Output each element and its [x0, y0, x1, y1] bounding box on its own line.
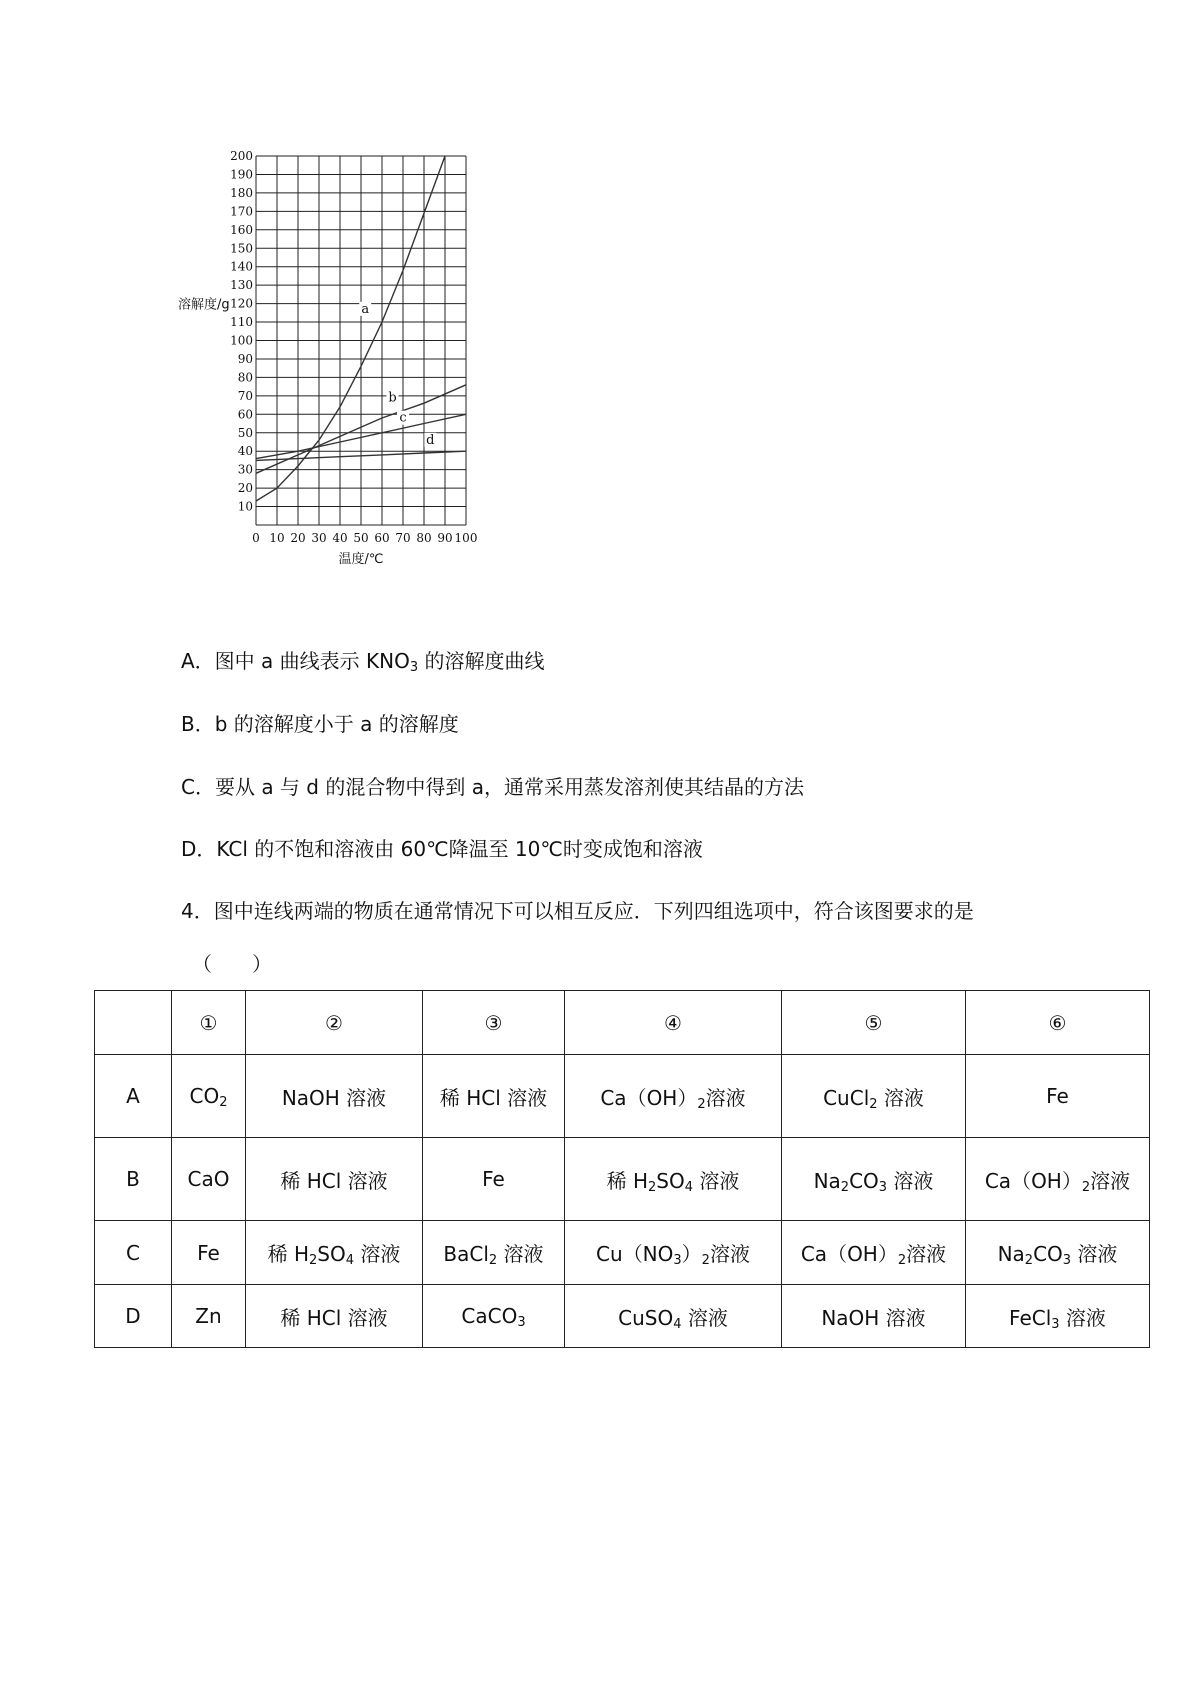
- table-cell: 稀 HCl 溶液: [423, 1055, 565, 1138]
- table-cell: [565, 1221, 782, 1285]
- table-cell: [565, 1138, 782, 1221]
- y-tick-label: 40: [237, 444, 253, 459]
- text-part: 稀 H: [267, 1242, 310, 1266]
- table-cell: NaOH 溶液: [246, 1055, 423, 1138]
- x-tick-label: 80: [416, 531, 432, 545]
- table-row: [95, 1285, 1150, 1348]
- option-b: B．b 的溶解度小于 a 的溶解度: [181, 712, 459, 736]
- table-cell: [966, 1285, 1150, 1348]
- text-part: 溶液: [354, 1242, 401, 1266]
- y-tick-label: 80: [237, 370, 253, 385]
- text-part: 溶液: [877, 1085, 924, 1110]
- table-row: [95, 1055, 1150, 1138]
- table-cell: [246, 1221, 423, 1285]
- y-tick-label: 50: [237, 425, 253, 440]
- table-header-row: [95, 991, 1150, 1055]
- subscript: 2: [701, 1253, 710, 1268]
- table-cell: Fe: [966, 1055, 1150, 1138]
- text-part: FeCl: [1009, 1305, 1052, 1330]
- text-part: 溶液: [693, 1168, 740, 1193]
- header-cell: ④: [565, 991, 782, 1055]
- option-a: [181, 648, 544, 674]
- choices-table: [94, 990, 1150, 1348]
- text-part: Cu（NO: [596, 1242, 674, 1266]
- header-cell: ①: [172, 991, 246, 1055]
- row-label: C: [95, 1221, 172, 1285]
- table-cell: Fe: [423, 1138, 565, 1221]
- text-part: 溶液: [887, 1168, 934, 1193]
- header-cell: ②: [246, 991, 423, 1055]
- x-tick-label: 100: [454, 531, 478, 545]
- table-cell: [565, 1055, 782, 1138]
- series-label-c: c: [399, 410, 407, 426]
- table-cell: [565, 1285, 782, 1348]
- option-c: C．要从 a 与 d 的混合物中得到 a，通常采用蒸发溶剂使其结晶的方法: [181, 775, 804, 799]
- subscript: 2: [840, 1179, 850, 1195]
- header-cell: ③: [423, 991, 565, 1055]
- subscript: 3: [673, 1253, 682, 1268]
- row-label: D: [95, 1285, 172, 1348]
- subscript: 3: [1051, 1316, 1060, 1332]
- header-cell: ⑥: [966, 991, 1150, 1055]
- subscript: 4: [673, 1316, 682, 1332]
- option-a-text: A．图中 a 曲线表示 KNO: [181, 649, 410, 673]
- y-tick-label: 200: [230, 150, 253, 163]
- table-cell: Zn: [172, 1285, 246, 1348]
- table-row: [95, 1221, 1150, 1285]
- row-label: A: [95, 1055, 172, 1138]
- y-tick-label: 190: [230, 167, 253, 182]
- subscript: 4: [345, 1253, 355, 1268]
- solubility-chart: [178, 150, 528, 610]
- table-row: [95, 1138, 1150, 1221]
- text-part: SO: [656, 1168, 685, 1193]
- y-tick-label: 100: [230, 333, 253, 348]
- y-tick-label: 20: [237, 481, 253, 496]
- text-part: CO: [189, 1084, 220, 1108]
- y-tick-label: 70: [237, 388, 253, 403]
- text-part: Na: [997, 1242, 1025, 1266]
- text-part: CO: [849, 1168, 879, 1193]
- text-part: ）: [681, 1242, 702, 1266]
- table-cell: [966, 1138, 1150, 1221]
- subscript: 2: [897, 1253, 907, 1268]
- text-part: Ca（OH）: [800, 1242, 898, 1266]
- y-tick-label: 110: [230, 315, 253, 330]
- subscript: 2: [1081, 1179, 1091, 1195]
- subscript: 3: [1062, 1253, 1072, 1268]
- subscript: 2: [1024, 1253, 1034, 1268]
- subscript: 2: [488, 1253, 498, 1268]
- subscript: 2: [648, 1179, 657, 1195]
- table-cell: [782, 1055, 966, 1138]
- text-part: 溶液: [1090, 1168, 1131, 1193]
- x-axis-label: 温度/℃: [338, 552, 384, 567]
- text-part: Na: [813, 1168, 841, 1193]
- option-d: D．KCl 的不饱和溶液由 60℃降温至 10℃时变成饱和溶液: [181, 837, 703, 861]
- table-cell: 稀 HCl 溶液: [246, 1138, 423, 1221]
- chart-svg: [178, 150, 528, 610]
- table-cell: [782, 1221, 966, 1285]
- row-label: B: [95, 1138, 172, 1221]
- table-cell: 稀 HCl 溶液: [246, 1285, 423, 1348]
- x-tick-label: 20: [290, 531, 306, 545]
- text-part: 溶液: [1059, 1305, 1106, 1330]
- x-tick-label: 60: [374, 531, 390, 545]
- header-cell: [95, 991, 172, 1055]
- y-tick-label: 140: [230, 259, 253, 274]
- text-part: SO: [317, 1242, 346, 1266]
- y-tick-label: 90: [237, 351, 253, 366]
- text-part: CuSO: [618, 1305, 674, 1330]
- header-cell: ⑤: [782, 991, 966, 1055]
- subscript: 2: [309, 1253, 318, 1268]
- y-tick-label: 180: [230, 185, 253, 200]
- question-4: 4．图中连线两端的物质在通常情况下可以相互反应．下列四组选项中，符合该图要求的是: [181, 899, 974, 923]
- series-label-a: a: [361, 301, 370, 317]
- x-tick-label: 40: [332, 531, 348, 545]
- subscript: 2: [219, 1095, 228, 1110]
- y-tick-label: 60: [237, 407, 253, 422]
- table-cell: Fe: [172, 1221, 246, 1285]
- y-tick-label: 10: [237, 499, 253, 514]
- text-part: 溶液: [681, 1305, 728, 1330]
- text-part: CuCl: [823, 1085, 870, 1110]
- series-label-b: b: [388, 390, 397, 406]
- y-tick-label: 120: [230, 296, 253, 311]
- x-tick-label: 90: [437, 531, 453, 545]
- series-line-a: [256, 156, 445, 501]
- text-part: CaCO: [461, 1304, 518, 1328]
- text-part: 溶液: [1071, 1242, 1118, 1266]
- subscript: 2: [697, 1096, 706, 1112]
- subscript: 4: [684, 1179, 694, 1195]
- y-tick-label: 150: [230, 241, 253, 256]
- x-tick-label: 30: [311, 531, 327, 545]
- y-tick-label: 130: [230, 278, 253, 293]
- text-part: 溶液: [705, 1085, 746, 1110]
- x-tick-label: 50: [353, 531, 369, 545]
- option-a-sub: 3: [409, 660, 419, 675]
- text-part: Ca（OH）: [984, 1168, 1082, 1193]
- subscript: 3: [517, 1315, 526, 1330]
- series-label-d: d: [426, 432, 435, 448]
- text-part: CO: [1033, 1242, 1063, 1266]
- table-cell: [782, 1138, 966, 1221]
- text-part: Ca（OH）: [600, 1085, 698, 1110]
- x-tick-label: 10: [269, 531, 285, 545]
- y-tick-label: 30: [237, 462, 253, 477]
- text-part: 溶液: [906, 1242, 947, 1266]
- subscript: 2: [869, 1096, 878, 1112]
- table-cell: [172, 1055, 246, 1138]
- table-cell: NaOH 溶液: [782, 1285, 966, 1348]
- option-a-text-end: 的溶解度曲线: [418, 649, 545, 673]
- text-part: 稀 H: [606, 1168, 649, 1193]
- text-part: 溶液: [709, 1242, 750, 1266]
- answer-blank: （ ）: [192, 952, 272, 976]
- text-part: 溶液: [497, 1242, 544, 1266]
- y-tick-label: 170: [230, 204, 253, 219]
- y-tick-label: 160: [230, 222, 253, 237]
- x-tick-label: 0: [252, 531, 260, 545]
- x-tick-label: 70: [395, 531, 411, 545]
- y-axis-label: 溶解度/g: [178, 297, 230, 313]
- subscript: 3: [878, 1179, 888, 1195]
- table-cell: [423, 1285, 565, 1348]
- text-part: BaCl: [443, 1242, 489, 1266]
- table-cell: CaO: [172, 1138, 246, 1221]
- table-cell: [966, 1221, 1150, 1285]
- table-cell: [423, 1221, 565, 1285]
